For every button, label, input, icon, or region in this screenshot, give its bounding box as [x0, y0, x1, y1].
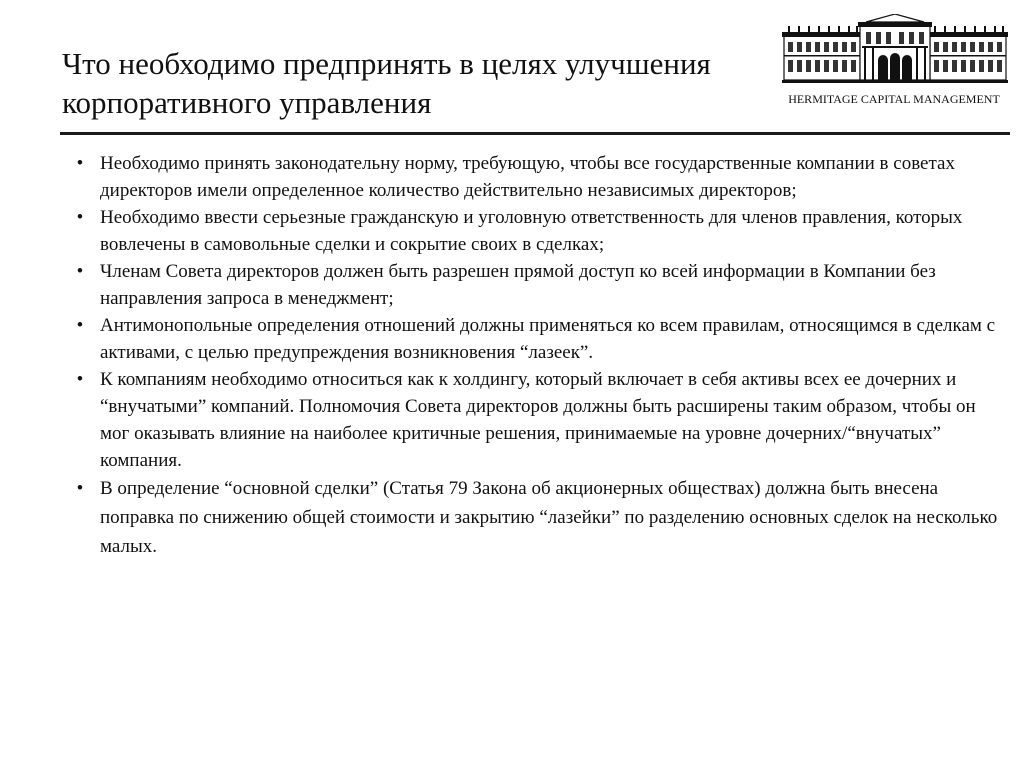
- bullet-marker: •: [76, 261, 84, 282]
- header-divider: [60, 132, 1010, 135]
- list-item: [72, 366, 1002, 474]
- company-logo: [778, 14, 1008, 116]
- bullet-text: В определение “основной сделки” (Статья 79 Закона об акционерных обществах) должна быть внесена поправка по снижению общей стоимости и закрытию “лазейки” по разделению основных сделок на несколько малых.: [100, 478, 998, 557]
- bullet-text: Необходимо принять законодательну норму, требующую, чтобы все государственные компании в советах директоров имели определенное количество действительно независимых директоров;: [100, 153, 955, 201]
- list-item: [72, 150, 1002, 204]
- building-icon: [782, 14, 1008, 86]
- list-item: [72, 312, 1002, 366]
- bullet-marker: •: [76, 153, 84, 174]
- bullet-text: Необходимо ввести серьезные гражданскую и уголовную ответственность для членов правления, которых вовлечены в самовольные сделки и сокрытие своих в сделках;: [100, 207, 963, 255]
- company-name: HERMITAGE CAPITAL MANAGEMENT: [788, 92, 1000, 106]
- bullet-marker: •: [76, 369, 84, 390]
- bullet-marker: •: [76, 315, 84, 336]
- bullet-text: К компаниям необходимо относиться как к холдингу, который включает в себя активы всех ее дочерних и “внучатыми” компаний. Полномочия Совета директоров должны быть расширены таким образом, чтобы он мог оказывать влияние на наиболее критичные решения, принимаемые на уровне дочерних/“внучатых” компания.: [100, 369, 976, 471]
- bullet-text: Антимонопольные определения отношений должны применяться ко всем правилам, относящимся в сделкам с активами, с целью предупреждения возникновения “лазеек”.: [100, 315, 996, 363]
- page-title: Что необходимо предпринять в целях улучшения корпоративного управления: [62, 46, 711, 120]
- list-item: [72, 204, 1002, 258]
- list-item: [72, 258, 1002, 312]
- bullet-text: Членам Совета директоров должен быть разрешен прямой доступ ко всей информации в Компании без направления запроса в менеджмент;: [100, 261, 936, 309]
- bullet-marker: •: [76, 207, 84, 228]
- bullet-marker: •: [76, 478, 84, 499]
- list-item: [72, 474, 1002, 561]
- bullet-list: [72, 150, 1002, 561]
